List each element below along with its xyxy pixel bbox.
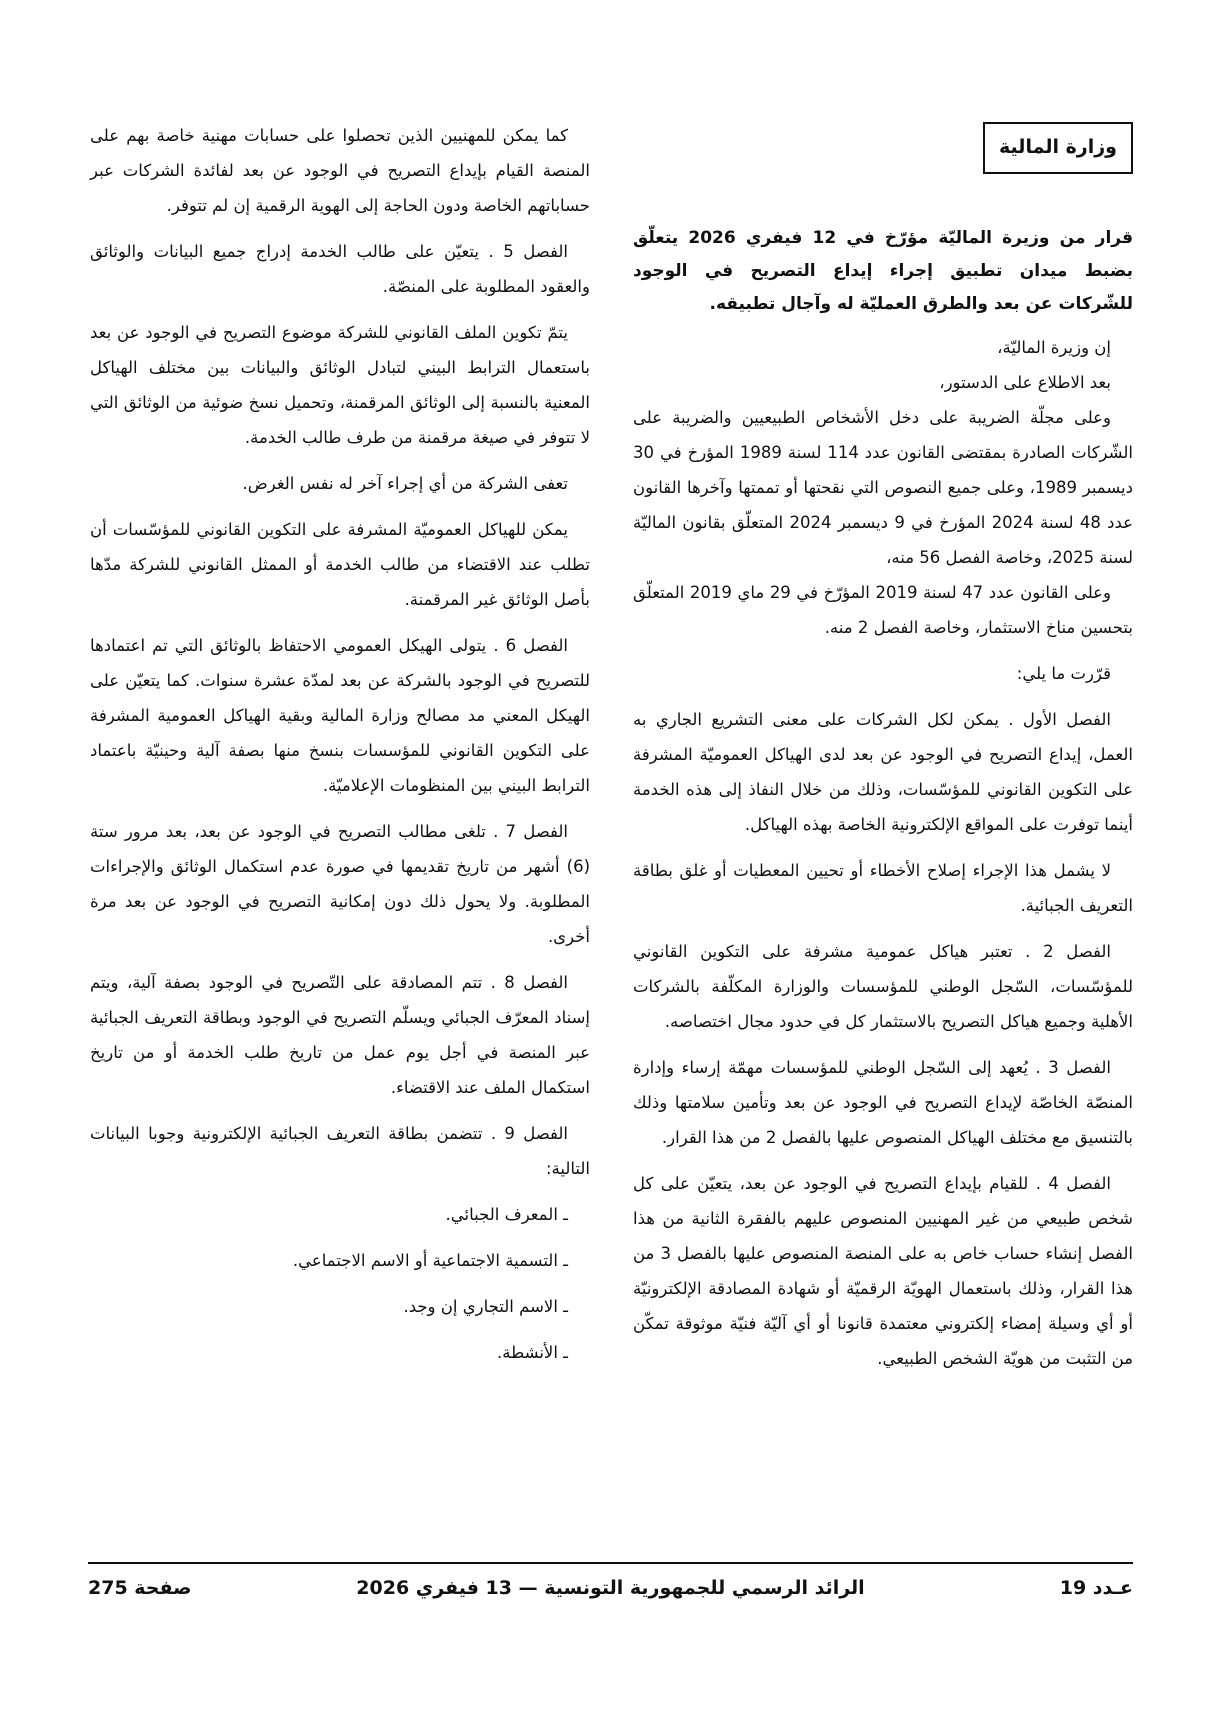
article-2: الفصل 2 . تعتبر هياكل عمومية مشرفة على التكوين القانوني للمؤسّسات، السّجل الوطني للمؤسسات والوزارة المكلّفة بالشركات الأهلية وجميع هياكل التصريح بالاستثمار كل في حدود مجال اختصاصه. — [633, 942, 1133, 1031]
paragraph: يمكن للهياكل العموميّة المشرفة على التكوين القانوني للمؤسّسات أن تطلب عند الاقتضاء من طالب الخدمة أو الممثل القانوني للشركة مدّها بأصل الوثائق غير المرقمنة. — [90, 520, 590, 609]
article-3: الفصل 3 . يُعهد إلى السّجل الوطني للمؤسسات مهمّة إرساء وإدارة المنصّة الخاصّة لإيداع التصريح في الوجود عن بعد وتأمين سلامتها وذلك بالتنسيق مع مختلف الهياكل المنصوص عليها بالفصل 2 من هذا القرار. — [633, 1058, 1133, 1147]
list-item: ـ الأنشطة. — [496, 1343, 568, 1362]
paragraph: تعفى الشركة من أي إجراء آخر له نفس الغرض. — [242, 474, 568, 493]
article-7: الفصل 7 . تلغى مطالب التصريح في الوجود عن بعد، بعد مرور ستة (6) أشهر من تاريخ تقديمها في صورة عدم استكمال الوثائق والإجراءات المطلوبة. ولا يحول ذلك دون إمكانية التصريح في الوجود عن بعد مرة أخرى. — [90, 822, 590, 946]
issue-number: عـدد 19 — [1059, 1577, 1133, 1599]
paragraph: وعلى القانون عدد 47 لسنة 2019 المؤرّخ في 29 ماي 2019 المتعلّق بتحسين مناخ الاستثمار، وخاصة الفصل 2 منه. — [633, 583, 1133, 637]
article-8: الفصل 8 . تتم المصادقة على التّصريح في الوجود بصفة آلية، ويتم إسناد المعرّف الجبائي ويسلّم التصريح في الوجود وبطاقة التعريف الجبائية عبر المنصة في أجل يوم عمل من تاريخ طلب الخدمة أو من تاريخ استكمال الملف عند الاقتضاء. — [90, 973, 590, 1097]
paragraph: كما يمكن للمهنيين الذين تحصلوا على حسابات مهنية خاصة بهم على المنصة القيام بإيداع التصريح في الوجود عن بعد لفائدة الشركات عبر حساباتهم الخاصة ودون الحاجة إلى الهوية الرقمية إن لم تتوفر. — [90, 126, 590, 215]
article-5: الفصل 5 . يتعيّن على طالب الخدمة إدراج جميع البيانات والوثائق والعقود المطلوبة على المنصّة. — [90, 242, 590, 296]
right-column — [633, 330, 1133, 1387]
paragraph: يتمّ تكوين الملف القانوني للشركة موضوع التصريح في الوجود عن بعد باستعمال الترابط البيني لتبادل الوثائق والبيانات بين مختلف الهياكل المعنية بالنسبة إلى الوثائق المرقمنة، وتحميل نسخ ضوئية من الوثائق التي لا تتوفر في صيغة مرقمنة من طرف طالب الخدمة. — [90, 323, 590, 447]
paragraph: وعلى مجلّة الضريبة على دخل الأشخاص الطبيعيين والضريبة على الشّركات الصادرة بمقتضى القانون عدد 114 لسنة 1989 المؤرخ في 30 ديسمبر 1989، وعلى جميع النصوص التي نقحتها أو تممتها وآخرها القانون عدد 48 لسنة 2024 المؤرخ في 9 ديسمبر 2024 المتعلّق بقانون الماليّة لسنة 2025، وخاصة الفصل 56 منه، — [633, 408, 1134, 567]
list-item: ـ الاسم التجاري إن وجد. — [403, 1297, 568, 1316]
paragraph: إن وزيرة الماليّة، — [997, 338, 1111, 357]
left-column — [90, 118, 590, 1381]
page-number: صفحة 275 — [88, 1577, 192, 1599]
paragraph: بعد الاطلاع على الدستور، — [939, 373, 1111, 392]
article-9: الفصل 9 . تتضمن بطاقة التعريف الجبائية الإلكترونية وجوبا البيانات التالية: — [90, 1124, 590, 1178]
article-6: الفصل 6 . يتولى الهيكل العمومي الاحتفاظ بالوثائق التي تم اعتمادها للتصريح في الوجود بالشركة عن بعد لمدّة عشرة سنوات. كما يتعيّن على الهيكل المعني مد مصالح وزارة المالية وبقية الهياكل العمومية المشرفة على التكوين القانوني للمؤسسات بنسخ منها بصفة آلية وحينيّة باعتماد الترابط البيني بين المنظومات الإعلاميّة. — [90, 636, 590, 795]
ministry-header: وزارة المالية — [983, 122, 1133, 174]
paragraph: لا يشمل هذا الإجراء إصلاح الأخطاء أو تحيين المعطيات أو غلق بطاقة التعريف الجبائية. — [633, 861, 1133, 915]
gazette-title: الرائد الرسمي للجمهورية التونسية — 13 فيفري 2026 — [356, 1577, 865, 1599]
article-1: الفصل الأول . يمكن لكل الشركات على معنى التشريع الجاري به العمل، إيداع التصريح في الوجود عن بعد لدى الهياكل العموميّة المشرفة على التكوين القانوني للمؤسّسات، وذلك من خلال النفاذ إلى هذه الخدمة أينما توفرت على المواقع الإلكترونية الخاصة بهذه الهياكل. — [633, 710, 1133, 834]
footer — [88, 1570, 1133, 1606]
footer-divider — [88, 1562, 1133, 1564]
decree-title: قرار من وزيرة الماليّة مؤرّخ في 12 فيفري 2026 يتعلّق بضبط ميدان تطبيق إجراء إيداع التصريح في الوجود للشّركات عن بعد والطرق العمليّة له وآجال تطبيقه. — [633, 228, 1133, 314]
list-item: ـ المعرف الجبائي. — [445, 1205, 568, 1224]
article-4: الفصل 4 . للقيام بإيداع التصريح في الوجود عن بعد، يتعيّن على كل شخص طبيعي من غير المهنيين المنصوص عليهم بالفقرة الثانية من هذا الفصل إنشاء حساب خاص به على المنصة المنصوص عليها بالفصل 3 من هذا القرار، وذلك باستعمال الهويّة الرقميّة أو شهادة المصادقة الإلكترونيّة أو أي وسيلة إمضاء إلكتروني معتمدة قانونا أو أي آليّة فنيّة موثوقة تمكّن من التثبت من هويّة الشخص الطبيعي. — [633, 1174, 1133, 1368]
paragraph: قرّرت ما يلي: — [1016, 664, 1111, 683]
list-item: ـ التسمية الاجتماعية أو الاسم الاجتماعي. — [292, 1251, 568, 1270]
